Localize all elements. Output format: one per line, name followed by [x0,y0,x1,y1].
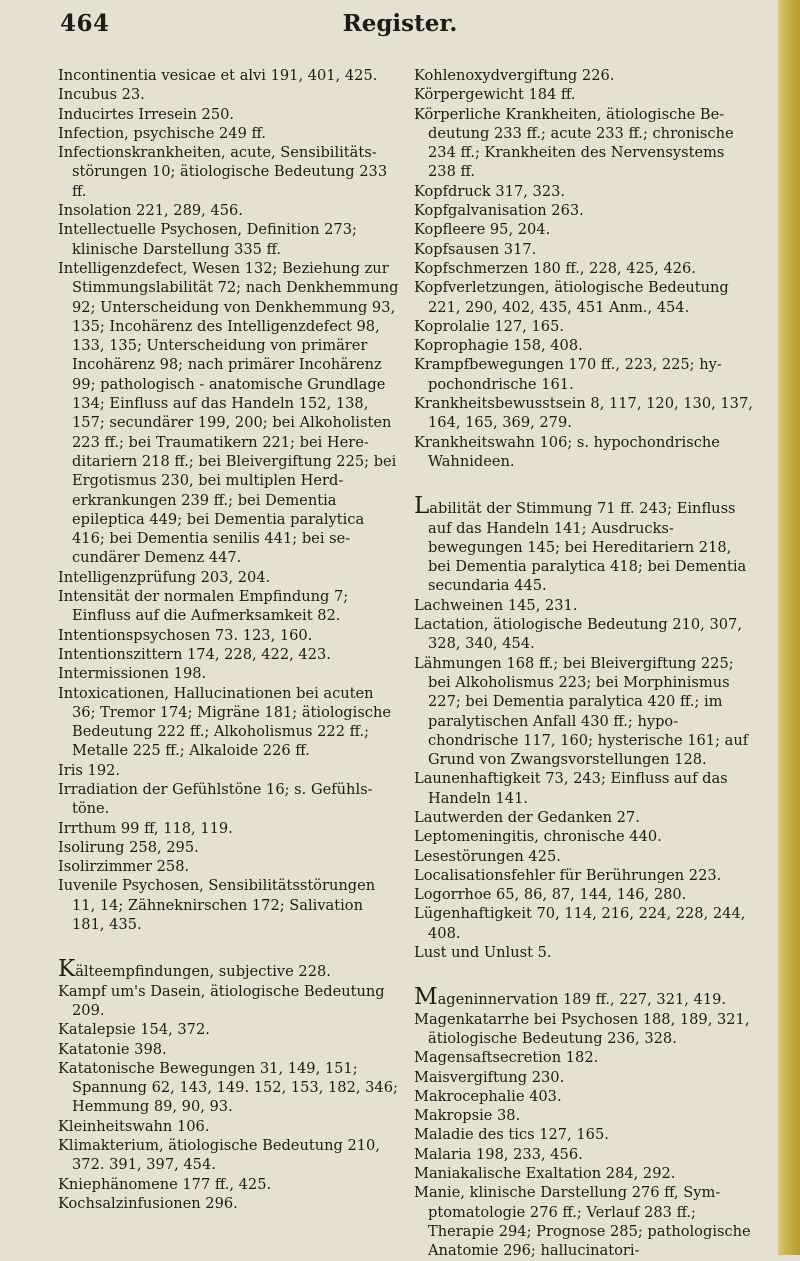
index-entry: Magenkatarrhe bei Psychosen 188, 189, 321, ätiologische Bedeutung 236, 328. [414,1010,750,1047]
index-entry: Maisvergiftung 230. [414,1068,565,1086]
index-entry-text: älteempfindungen, subjective 228. [75,963,331,981]
index-entry: Krampfbewegungen 170 ff., 223, 225; hypochondrische 161. [414,356,722,393]
index-entry: Logorrhoe 65, 86, 87, 144, 146, 280. [414,886,687,904]
index-entry: Isolirzimmer 258. [58,858,190,876]
index-entry: Incubus 23. [58,86,145,104]
index-entry: Maniakalische Exaltation 284, 292. [414,1165,676,1183]
index-entry: Kopfverletzungen, ätiologische Bedeutung 221, 290, 402, 435, 451 Anm., 454. [414,279,729,316]
index-entry: Lesestörungen 425. [414,847,561,865]
index-entry: Makropsie 38. [414,1107,521,1125]
index-entry: Katatonie 398. [58,1040,167,1058]
index-entry: Lactation, ätiologische Bedeutung 210, 307, 328, 340, 454. [414,616,742,653]
index-column-left [58,66,400,1213]
section-break [58,934,400,960]
section-initial: K [58,956,76,983]
page-edge [778,0,800,1255]
index-entry: Incontinentia vesicae et alvi 191, 401, 425. [58,67,378,84]
index-entry: Malaria 198, 233, 456. [414,1145,583,1163]
index-entry: Lautwerden der Gedanken 27. [414,808,640,826]
index-entry-text: abilität der Stimmung 71 ff. 243; Einfluss auf das Handeln 141; Ausdrucksbewegungen 145; bei Hereditariern 218, bei Dementia paralytica 418; bei Dementia secundaria 445. [428,500,747,595]
index-entry: Isolirung 258, 295. [58,838,199,856]
index-entry: Manie, klinische Darstellung 276 ff, Symptomatologie 276 ff.; Verlauf 283 ff.; Therapie 294; Prognose 285; pathologische Anatomie 296; hallucinatori- [414,1184,751,1260]
index-entry: Koprophagie 158, 408. [414,337,583,355]
index-entry: Intelligenzprüfung 203, 204. [58,568,271,586]
index-entry: Lachweinen 145, 231. [414,596,578,614]
index-entry: Infectionskrankheiten, acute, Sensibilitätsstörungen 10; ätiologische Bedeutung 233 ff. [58,144,388,200]
index-entry: Maladie des tics 127, 165. [414,1126,609,1144]
index-entry: Kohlenoxydvergiftung 226. [414,67,615,84]
index-entry: Localisationsfehler für Berührungen 223. [414,866,722,884]
index-entry: Körpergewicht 184 ff. [414,86,576,104]
index-entry-text: ageninnervation 189 ff., 227, 321, 419. [437,991,727,1009]
index-entry: Lähmungen 168 ff.; bei Bleivergiftung 225; bei Alkoholismus 223; bei Morphinismus 227; bei Dementia paralytica 420 ff.; im paralytischen Anfall 430 ff.; hypochondrische 117, 160; hysterische 161; auf Grund von Zwangsvorstellungen 128. [414,654,749,769]
index-entry: Insolation 221, 289, 456. [58,202,243,220]
index-entry: Kopfleere 95, 204. [414,221,551,239]
section-initial: L [414,493,430,520]
index-entry: Intentionspsychosen 73. 123, 160. [58,626,313,644]
index-entry: Launenhaftigkeit 73, 243; Einfluss auf das Handeln 141. [414,770,728,807]
index-entry: Kopfsausen 317. [414,240,537,258]
index-entry: Kochsalzinfusionen 296. [58,1194,238,1212]
section-break [414,471,756,497]
index-entry: Körperliche Krankheiten, ätiologische Bedeutung 233 ff.; acute 233 ff.; chronische 234 ff.; Krankheiten des Nervensystems 238 ff. [414,105,734,181]
index-entry: Kopfdruck 317, 323. [414,182,566,200]
index-entry: Magensaftsecretion 182. [414,1049,599,1067]
index-entry: Krankheitswahn 106; s. hypochondrische Wahnideen. [414,433,720,470]
index-entry: Leptomeningitis, chronische 440. [414,828,662,846]
index-entry: Intoxicationen, Hallucinationen bei acuten 36; Tremor 174; Migräne 181; ätiologische Bedeutung 222 ff.; Alkoholismus 222 ff.; Metalle 225 ff.; Alkaloide 226 ff. [58,684,392,760]
index-entry: Lust und Unlust 5. [414,944,552,962]
index-entry: Lügenhaftigkeit 70, 114, 216, 224, 228, 244, 408. [414,905,746,942]
index-entry: Intelligenzdefect, Wesen 132; Beziehung zur Stimmungslabilität 72; nach Denkhemmung 92; Unterscheidung von Denkhemmung 93, 135; Incohärenz des Intelligenzdefect 98, 133, 135; Unterscheidung von primärer Incohärenz 98; nach primärer Incohärenz 99; pathologisch - anatomische Grundlage 134; Einfluss auf das Handeln 152, 138, 157; secundärer 199, 200; bei Alkoholisten 223 ff.; bei Traumatikern 221; bei Hereditariern 218 ff.; bei Bleivergiftung 225; bei Ergotismus 230, bei multiplen Herderkrankungen 239 ff.; bei Dementia epileptica 449; bei Dementia paralytica 416; bei Dementia senilis 441; bei secundärer Demenz 447. [58,259,399,567]
index-entry [58,956,400,983]
index-entry [414,984,756,1011]
index-entry: Klimakterium, ätiologische Bedeutung 210, 372. 391, 397, 454. [58,1137,380,1174]
index-entry [414,493,756,595]
index-entry: Kniephänomene 177 ff., 425. [58,1175,272,1193]
index-entry: Intensität der normalen Empfindung 7; Einfluss auf die Aufmerksamkeit 82. [58,588,349,625]
section-initial: M [414,984,438,1011]
index-entry: Iris 192. [58,761,121,779]
running-title: Register. [342,10,458,37]
index-entry: Katalepsie 154, 372. [58,1021,210,1039]
index-entry: Krankheitsbewusstsein 8, 117, 120, 130, 137, 164, 165, 369, 279. [414,395,753,432]
index-entry: Intentionszittern 174, 228, 422, 423. [58,645,331,663]
index-column-right [414,66,756,1261]
index-entry: Kleinheitswahn 106. [58,1117,210,1135]
index-entry: Katatonische Bewegungen 31, 149, 151; Spannung 62, 143, 149. 152, 153, 182, 346; Hemmung 89, 90, 93. [58,1059,398,1116]
index-entry: Inducirtes Irresein 250. [58,105,235,123]
index-entry: Infection, psychische 249 ff. [58,124,267,142]
page-number: 464 [60,10,110,37]
index-entry: Irradiation der Gefühlstöne 16; s. Gefühlstöne. [58,780,373,818]
index-entry: Iuvenile Psychosen, Sensibilitätsstörungen 11, 14; Zähneknirschen 172; Salivation 181, 435. [58,877,376,934]
section-break [414,962,756,988]
index-entry: Koprolalie 127, 165. [414,317,565,335]
index-entry: Kampf um's Dasein, ätiologische Bedeutung 209. [58,982,385,1019]
index-entry: Makrocephalie 403. [414,1087,562,1105]
index-entry: Kopfgalvanisation 263. [414,202,584,220]
index-entry: Intermissionen 198. [58,665,207,683]
index-entry: Irrthum 99 ff, 118, 119. [58,819,233,837]
page-header [60,10,740,44]
index-entry: Kopfschmerzen 180 ff., 228, 425, 426. [414,259,696,277]
index-entry: Intellectuelle Psychosen, Definition 273; klinische Darstellung 335 ff. [58,221,357,258]
